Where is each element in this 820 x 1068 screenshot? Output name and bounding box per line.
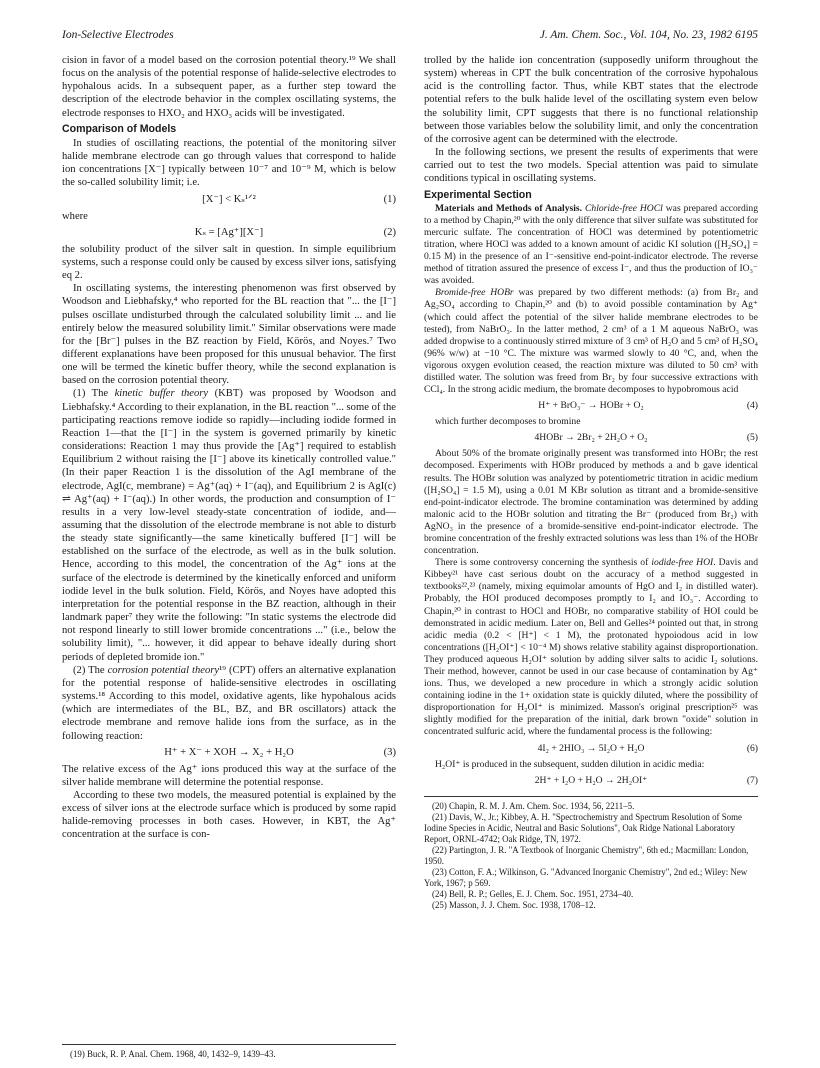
equation-number: (4) — [746, 400, 758, 412]
equation-body: 4HOBr → 2Br₂ + 2H₂O + O₂ — [534, 432, 648, 444]
equation-body: H⁺ + X⁻ + XOH → X₂ + H₂O — [164, 746, 294, 758]
equation-number: (2) — [383, 226, 396, 238]
equation-3 — [62, 746, 396, 760]
left-column — [62, 54, 396, 842]
text: was prepared according to a method by Chapin,²⁰ with the only difference that silver sulfate was substituted for mercuric sulfate. The concentration of HOCl was determined by potentiometric titration, where HOCl was added to a known amount of acidic KI solution ([H₂SO₄] = 0.15 M) in the presence of an I⁻-sensitive end-point-indicator electrode. The reverse method of titration assured the presence of excess I⁻, and thus the production of IO₃⁻ was avoided. — [424, 202, 759, 287]
text: (1) The — [73, 388, 115, 400]
footnote-rule — [424, 796, 758, 797]
paragraph: cision in favor of a model based on the corrosion potential theory.¹⁹ We shall focus on the analysis of the potential response of halide-selective electrodes to hypohalous acids. In a subsequent paper, as a further step toward the description of the electrode behavior in the complex oscillating systems, the electrode responses to HXO₂ and HXO₃ acids will be investigated. — [62, 55, 396, 119]
footnote-list — [424, 801, 758, 911]
footnote-24: (24) Bell, R. P.; Gelles, E. J. Chem. Soc. 1951, 2734–40. — [432, 888, 634, 899]
term: Bromide-free HOBr — [435, 287, 514, 299]
runin-heading: Materials and Methods of Analysis. — [435, 202, 583, 214]
running-header-right: J. Am. Chem. Soc., Vol. 104, No. 23, 1982 6195 — [539, 29, 758, 41]
paragraph: In studies of oscillating reactions, the potential of the monitoring silver halide membrane electrode can go through values that correspond to halide ion concentrations [X⁻] typically between 10⁻⁷ and 10⁻⁹ M, which is below the so-called solubility limit; i.e. — [62, 137, 396, 189]
equation-number: (3) — [383, 746, 396, 758]
paragraph: In the following sections, we present the results of experiments that were carried out to test the two models. Special attention was paid to simulate conditions typical in oscillating systems. — [424, 147, 758, 185]
equation-body: [X⁻] < Kₛ¹ᐟ² — [202, 193, 256, 205]
paragraph-materials — [424, 203, 758, 288]
text: ¹⁹ (CPT) offers an alternative explanation for the potential response of halide-sensitive electrodes in oscillating systems.¹⁸ According to this model, oxidative agents, like hypohalous acids (which are intermediates of the BL, BZ, and BR oscillators) attack the electrode membrane and remove halide ions from the surface, as in the following reaction: — [62, 664, 396, 742]
equation-body: H⁺ + BrO₃⁻ → HOBr + O₂ — [538, 400, 644, 412]
paragraph: which further decomposes to bromine — [435, 416, 581, 428]
equation-2 — [62, 226, 396, 240]
paragraph: About 50% of the bromate originally present was transformed into HOBr; the rest decomposed. Experiments with HOBr produced by methods a and b gave identical results. The HOBr solution was analyzed by potentiometric titration in acidic medium ([H₂SO₄] = 1.5 M), using a 0.01 M KBr solution as titrant and a bromide-sensitive end-point-indicator electrode. The bromine contamination was determined by adding malonic acid to the HOBr solution and titrating the Br⁻ (produced from Br₂) with AgNO₃ in the presence of a bromide-sensitive end-point-indicator electrode. The bromine concentration of the freshly extracted solutions was less than 1% of the HOBr concentration. — [424, 448, 758, 557]
footnote-20: (20) Chapin, R. M. J. Am. Chem. Soc. 1934, 56, 2211–5. — [432, 800, 635, 811]
term: iodide-free HOI — [651, 557, 714, 569]
footnote-22: (22) Partington, J. R. "A Textbook of Inorganic Chemistry", 6th ed.; Macmillan: London, 1950. — [424, 844, 749, 866]
section-heading-comparison: Comparison of Models — [62, 122, 177, 135]
equation-number: (6) — [746, 742, 758, 754]
running-header-left: Ion-Selective Electrodes — [62, 29, 174, 41]
equation-6 — [424, 742, 758, 756]
paragraph: The relative excess of the Ag⁺ ions produced this way at the surface of the silver halide membrane will determine the potential response. — [62, 763, 396, 788]
equation-body: 4I₂ + 2HIO₃ → 5I₂O + H₂O — [537, 742, 645, 754]
text: . Davis and Kibbey²¹ have cast serious doubt on the accuracy of a method suggested in textbooks²²,²³ (namely, mixing equimolar amounts of HgO and I₂ in distilled water). Probably, the HOI produced decomposes promptly to I₂ and IO₃⁻. According to Chapin,²⁰ in contrast to HOCl and HOBr, no comparative stability of HOI could be demonstrated in acidic medium. Later on, Bell and Gelles²⁴ pointed out that, in strong acidic media (0.2 < [H⁺] < 1 M), the protonated hypoiodous acid in low concentrations ([H₂OI⁺] < 10⁻⁴ M) shows relative stability against disproportionation. They produced aqueous H₂OI⁺ solution by adding silver salts to acidic I₂ solutions. Their method, however, cannot be used in our case because of contamination by Ag⁺ ions. Thus, we developed a new procedure in which a strongly acidic solution containing iodine in the 1+ oxidation state is quickly diluted, where the possibility of disproportionation for H₂OI⁺ is minimized. Masson's original prescription²⁵ was slightly modified for the preparation of the initial, dark brown "oxide" solution in concentrated sulfuric acid, where the fundamental process is the following: — [424, 557, 758, 738]
equation-number: (1) — [383, 193, 396, 205]
paragraph: In oscillating systems, the interesting phenomenon was first observed by Woodson and Liebhafsky,⁴ who reported for the BL reaction that "... the [I⁻] pulses oscillate undisturbed through the calculated solubility limit ... and lie entirely below the measured solubility limit." Similar observations were made for the [Br⁻] pulses in the BZ reaction by Field, Körös, and Noyes.⁷ Two different explanations have been proposed for this unusual behavior. The first one will be termed the kinetic buffer theory, while the second explanation is based on the corrosion potential theory. — [62, 283, 396, 387]
footnote-19: (19) Buck, R. P. Anal. Chem. 1968, 40, 1432–9, 1439–43. — [70, 1049, 276, 1059]
paragraph: the solubility product of the silver salt in question. In simple equilibrium systems, such a response could only be caused by excess silver ions, satisfying eq 2. — [62, 243, 396, 282]
running-header — [62, 29, 758, 45]
term: Chloride-free HOCl — [582, 202, 663, 214]
experimental-text — [424, 203, 758, 788]
paragraph: According to these two models, the measured potential is explained by the excess of silver ions at the electrode surface which is produced by some rapid halide-removing processes in both cases. However, in KBT, the Ag⁺ concentration at the surface is con- — [62, 789, 396, 841]
equation-number: (5) — [746, 432, 758, 444]
paragraph-kbt — [62, 387, 396, 663]
paragraph-cpt — [62, 664, 396, 743]
term: kinetic buffer theory — [114, 388, 209, 400]
footnote-21: (21) Davis, W., Jr.; Kibbey, A. H. "Spectrochemistry and Spectrum Resolution of Some Iodine Species in Acidic, Neutral and Basic Solutions", Oak Ridge National Laboratory Report, ORNL-4742; Oak Ridge, TN, 1972. — [424, 811, 742, 844]
equation-4 — [424, 399, 758, 413]
footnote-23: (23) Cotton, F. A.; Wilkinson, G. "Advanced Inorganic Chemistry", 2nd ed.; Wiley: New York, 1967; p 569. — [424, 866, 748, 888]
footnote-rule — [62, 1044, 396, 1045]
section-heading-experimental: Experimental Section — [424, 188, 532, 201]
equation-number: (7) — [746, 774, 758, 786]
text: was prepared by two different methods: (a) from Br₂ and Ag₂SO₄ according to Chapin,²⁰ and (b) to avoid possible contamination by Ag⁺ (which could affect the potential of the silver halide membrane electrodes to be tested), from NaBrO₃. In the latter method, 2 cm³ of a 1 M aqueous NaBrO₃ was added dropwise to a continuously stirred mixture of 3 cm³ of H₂O and 5 cm³ of H₂SO₄ (96% w/w) at −10 °C. The mixture was warmed slowly to 40 °C, and, when the vigorous oxygen evolution ceased, the reaction mixture was diluted to 50 cm³ with distilled water. The solution was freed from Br₂ by four successive extractions with CCl₄. In the strong acidic medium, the bromate decomposes to hypobromous acid — [424, 287, 758, 396]
paragraph: trolled by the halide ion concentration (supposedly uniform throughout the system) whereas in CPT the bulk concentration of the corrosive hypohalous acid is the controlling factor. Thus, while KBT states that the electrode potential refers to the bulk halide level of the oscillating system even below the solubility limit, CPT suggests that there is no functional relationship between those variables below the solubility limit, and only the concentration of the corrosive agent can be determined with the electrode. — [424, 55, 758, 145]
equation-body: Kₛ = [Ag⁺][X⁻] — [194, 226, 264, 238]
text: (KBT) was proposed by Woodson and Liebhafsky.⁴ According to their explanation, in the BL reaction "... some of the participating reactions remove iodide so rapidly—including iodide formed in Reaction 1—that the [I⁻] in the system is governed primarily by kinetic considerations: Reaction 1 may thus provide the [Ag⁺] required to establish Equilibrium 2 without raising the [I⁻] above its kinetically controlled value." (In their paper Reaction 1 is the dissolution of the AgI membrane of the electrode, AgI(c, membrane) = Ag⁺(aq) + I⁻(aq), and Equilibrium 2 is AgI(c) ⇌ Ag⁺(aq) + I⁻(aq).) In other words, the production and consumption of I⁻ results in a very low-level steady-state concentration of iodide, and—assuming that the dissolution of the electrode membrane is not able to disturb the steady state significantly—the same kinetically buffered [I⁻] will be established on the surface of the electrode, as well as in the bulk solution. Hence, according to this model, the concentration of the Ag⁺ ions at the surface of the electrode is determined by the kinetically enforced and uniform iodide level in the bulk solution. Field, Körös, and Noyes have adopted this interpretation for the potential response in the BZ reaction, although in their landmark paper⁷ they write the following: "In static systems the electrode did not respond linearly to still lower bromide concentrations ..." (i.e., below the solubility limit), "... however, it did appear to behave ideally during short periods of depleted bromide ion." — [62, 388, 396, 663]
term: corrosion potential theory — [107, 664, 220, 676]
paragraph: H₂OI⁺ is produced in the subsequent, sudden dilution in acidic media: — [435, 758, 705, 770]
paragraph: where — [62, 210, 88, 222]
text: (2) The — [73, 664, 108, 676]
footnote-25: (25) Masson, J. J. Chem. Soc. 1938, 1708–12. — [432, 899, 596, 910]
equation-7 — [424, 774, 758, 788]
equation-body: 2H⁺ + I₂O + H₂O → 2H₂OI⁺ — [534, 774, 648, 786]
equation-5 — [424, 431, 758, 445]
paragraph-hobr — [424, 287, 758, 396]
paragraph-hoi — [424, 557, 758, 738]
text: There is some controversy concerning the synthesis of — [435, 557, 652, 569]
equation-1 — [62, 193, 396, 207]
right-column — [424, 54, 758, 911]
left-footnote-block — [62, 1036, 396, 1060]
